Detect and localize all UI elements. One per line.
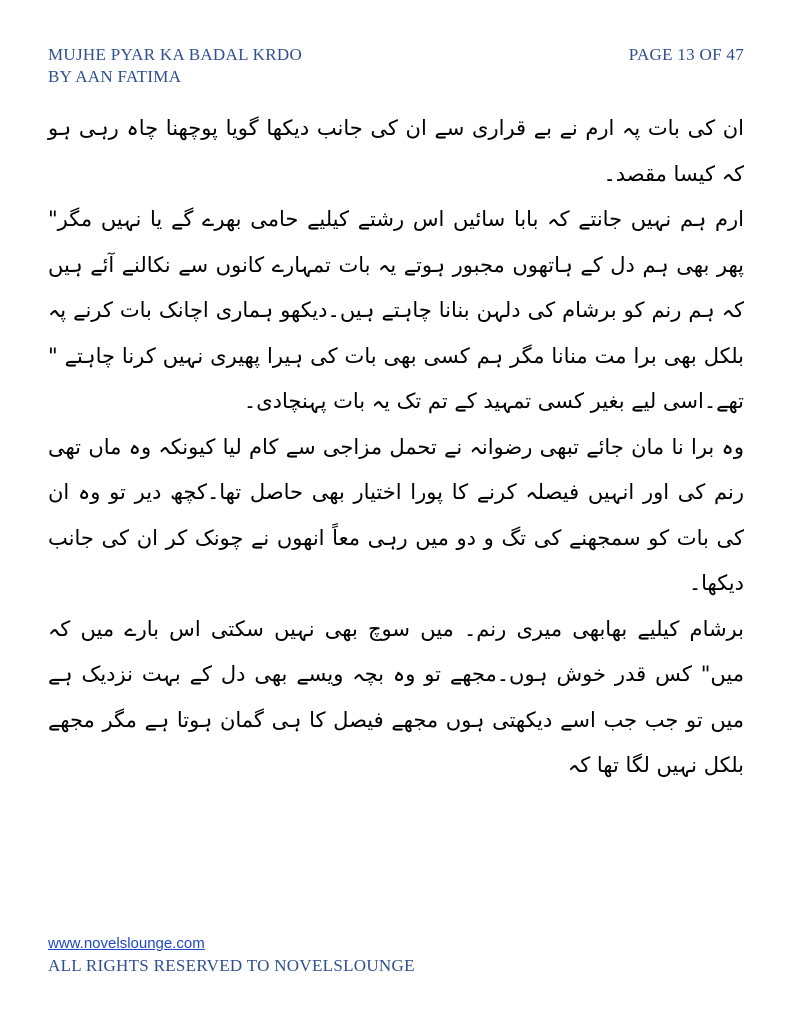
paragraph: ارم ہم نہیں جانتے کہ بابا سائیں اس رشتے کیلیے حامی بھرے گے یا نہیں مگر" پھر بھی ہم دل کے ہاتھوں مجبور ہوتے یہ بات تمہارے کانوں سے نکالنے آئے ہیں کہ ہم رنم کو برشام کی دلہن بنانا چاہتے ہیں۔دیکھو ہماری اچانک بات کرنے پہ بلکل بھی برا مت منانا مگر ہم کسی بھی بات کی ہیرا پھیری نہیں کرنا چاہتے " تھے۔اسی لیے بغیر کسی تمہید کے تم تک یہ بات پہنچادی۔ — [48, 207, 744, 413]
website-link[interactable]: www.novelslounge.com — [48, 935, 205, 952]
author-byline: BY AAN FATIMA — [48, 67, 182, 86]
novel-title: MUJHE PYAR KA BADAL KRDO — [48, 45, 303, 64]
document-footer — [48, 934, 415, 978]
story-body — [48, 106, 744, 789]
document-header-left — [48, 44, 302, 88]
paragraph: برشام کیلیے بھابھی میری رنم۔ میں سوچ بھی نہیں سکتی اس بارے میں کہ میں" کس قدر خوش ہوں۔مجھے تو وہ بچہ ویسے بھی دل کے بہت نزدیک ہے میں تو جب جب اسے دیکھتی ہوں مجھے فیصل کا ہی گمان ہوتا ہے مگر مجھے بلکل نہیں لگا تھا کہ — [48, 616, 744, 777]
rights-notice: ALL RIGHTS RESERVED TO NOVELSLOUNGE — [48, 956, 415, 975]
page-number: PAGE 13 OF 47 — [628, 45, 744, 64]
paragraph: وہ برا نا مان جائے تبھی رضوانہ نے تحمل مزاجی سے کام لیا کیونکہ وہ ماں تھی رنم کی اور انہیں فیصلہ کرنے کا پورا اختیار بھی حاصل تھا۔کچھ دیر تو وہ ان کی بات کو سمجھنے کی تگ و دو میں رہی معاً انھوں نے چونک کر ان کی جانب دیکھا۔ — [48, 434, 744, 595]
paragraph: ان کی بات پہ ارم نے بے قراری سے ان کی جانب دیکھا گویا پوچھنا چاہ رہی ہو کہ کیسا مقصد۔ — [48, 116, 744, 186]
